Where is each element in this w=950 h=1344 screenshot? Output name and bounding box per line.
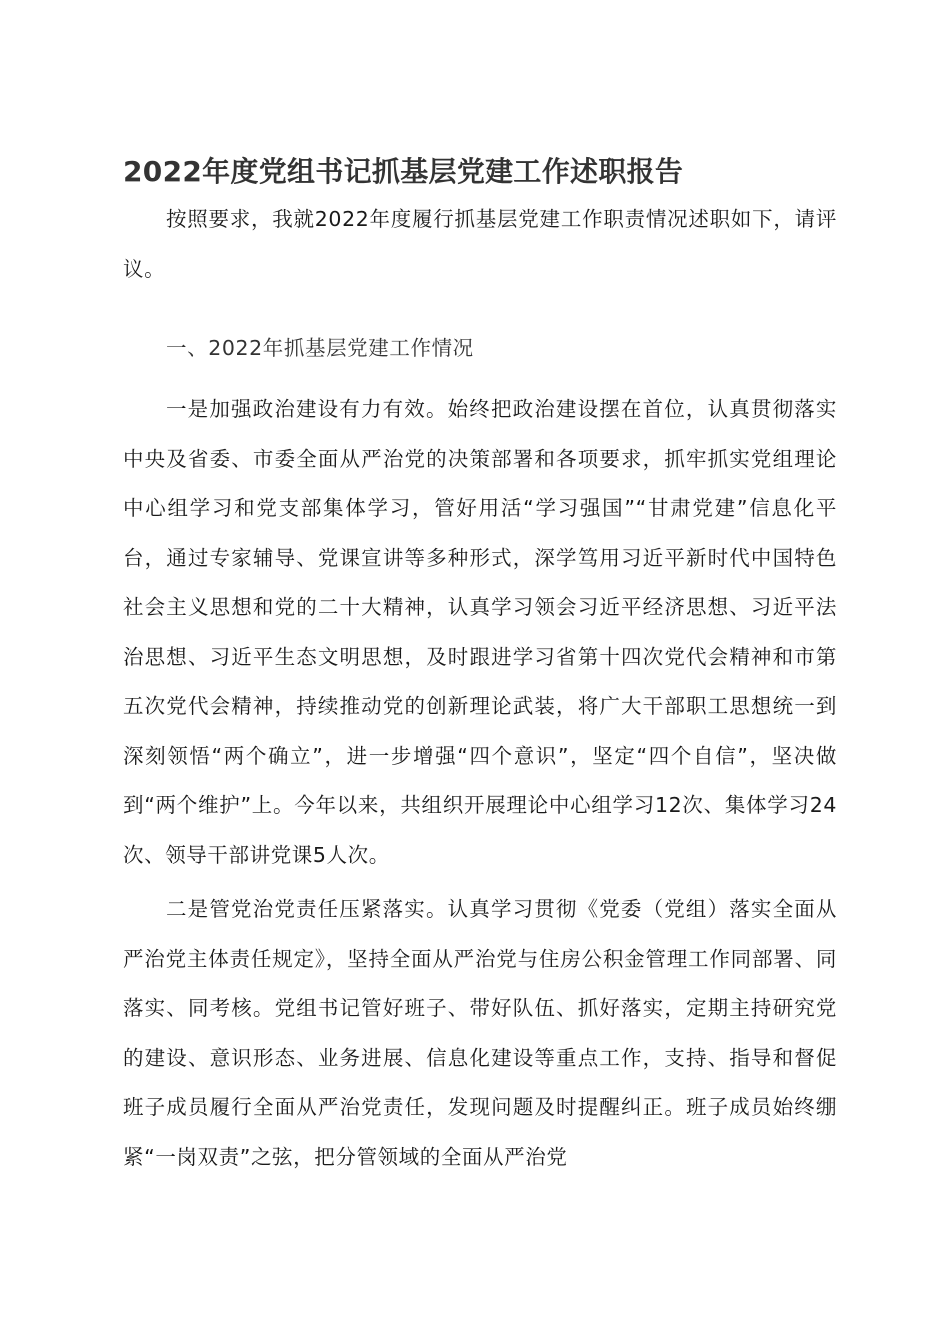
document-title: 2022年度党组书记抓基层党建工作述职报告 [123, 155, 684, 188]
section-heading: 一、2022年抓基层党建工作情况 [166, 336, 474, 360]
intro-paragraph: 按照要求，我就2022年度履行抓基层党建工作职责情况述职如下，请评议。 [123, 207, 837, 281]
body-paragraph: 二是管党治党责任压紧落实。认真学习贯彻《党委（党组）落实全面从严治党主体责任规定》，坚持全面从严治党与住房公积金管理工作同部署、同落实、同考核。党组书记管好班子、带好队伍、抓好落实，定期主持研究党的建设、意识形态、业务进展、信息化建设等重点工作，支持、指导和督促班子成员履行全面从严治党责任，发现问题及时提醒纠正。班子成员始终绷紧“一岗双责”之弦，把分管领域的全面从严治党 [123, 897, 837, 1169]
body-paragraph: 一是加强政治建设有力有效。始终把政治建设摆在首位，认真贯彻落实中央及省委、市委全面从严治党的决策部署和各项要求，抓牢抓实党组理论中心组学习和党支部集体学习，管好用活“学习强国”“甘肃党建”信息化平台，通过专家辅导、党课宣讲等多种形式，深学笃用习近平新时代中国特色社会主义思想和党的二十大精神，认真学习领会习近平经济思想、习近平法治思想、习近平生态文明思想，及时跟进学习省第十四次党代会精神和市第五次党代会精神，持续推动党的创新理论武装，将广大干部职工思想统一到深刻领悟“两个确立”，进一步增强“四个意识”，坚定“四个自信”，坚决做到“两个维护”上。今年以来，共组织开展理论中心组学习12次、集体学习24次、领导干部讲党课5人次。 [123, 397, 837, 867]
